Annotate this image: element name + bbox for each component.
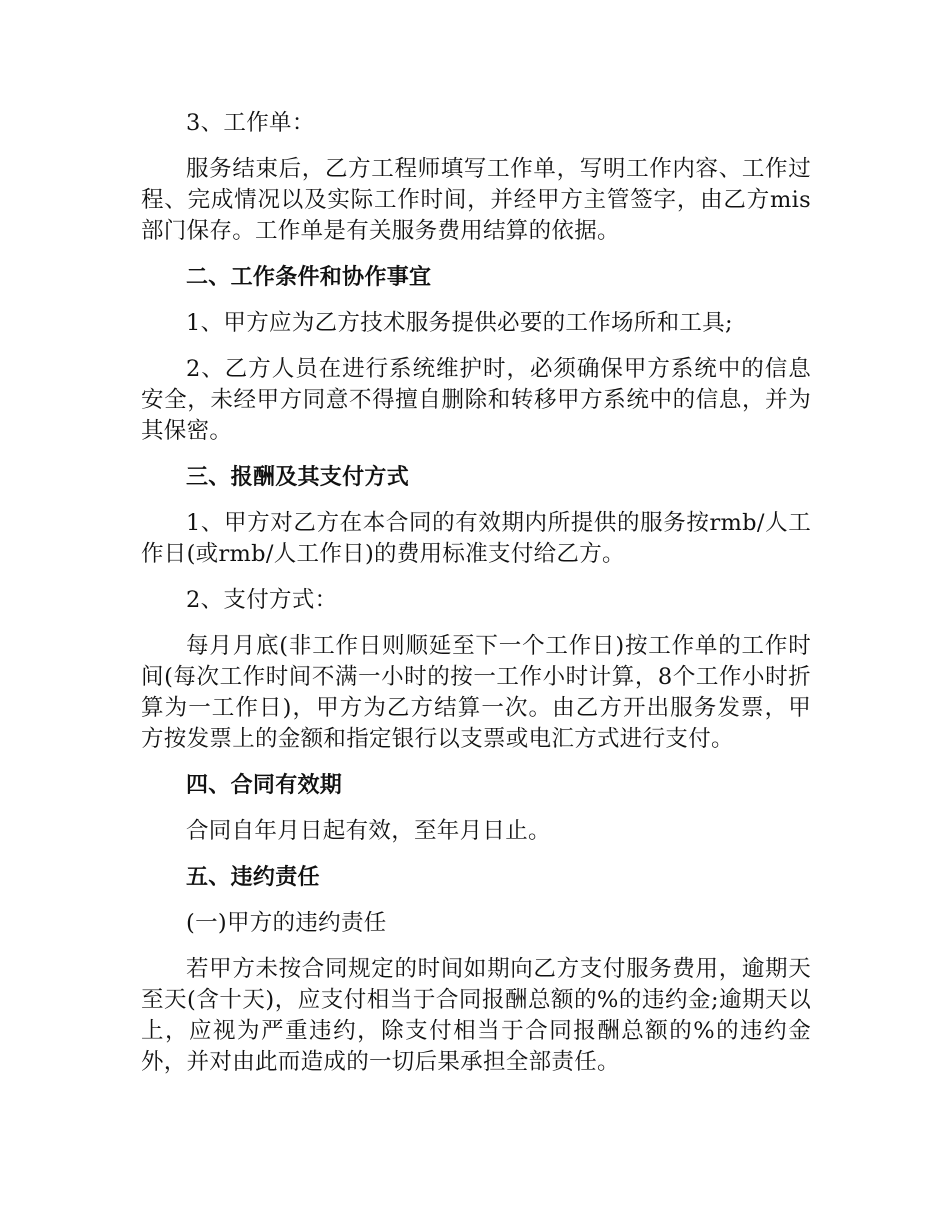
section-4-heading: 四、合同有效期 <box>186 773 343 798</box>
section-5-heading: 五、违约责任 <box>186 865 320 890</box>
validity-paragraph: 合同自年月日起有效，至年月日止。 <box>186 818 551 844</box>
section-2-item-2: 2、乙方人员在进行系统维护时，必须确保甲方系统中的信息安全，未经甲方同意不得擅自删除和转移甲方系统中的信息，并为其保密。 <box>141 356 811 444</box>
section-2-heading: 二、工作条件和协作事宜 <box>186 265 432 290</box>
party-a-liability-label: (一)甲方的违约责任 <box>186 910 387 936</box>
document-body <box>141 108 811 1093</box>
work-order-paragraph: 服务结束后，乙方工程师填写工作单，写明工作内容、工作过程、完成情况以及实际工作时间，并经甲方主管签字，由乙方mis部门保存。工作单是有关服务费用结算的依据。 <box>141 156 811 244</box>
section-3-item-1: 1、甲方对乙方在本合同的有效期内所提供的服务按rmb/人工作日(或rmb/人工作日)的费用标准支付给乙方。 <box>141 510 811 567</box>
section-3-heading: 三、报酬及其支付方式 <box>186 465 410 490</box>
item-3-work-order-label: 3、工作单： <box>186 110 315 136</box>
section-2-item-1: 1、甲方应为乙方技术服务提供必要的工作场所和工具; <box>186 310 733 336</box>
section-3-item-2: 2、支付方式： <box>186 587 338 613</box>
payment-method-paragraph: 每月月底(非工作日则顺延至下一个工作日)按工作单的工作时间(每次工作时间不满一小时的按一工作小时计算，8个工作小时折算为一工作日)，甲方为乙方结算一次。由乙方开出服务发票，甲方按发票上的金额和指定银行以支票或电汇方式进行支付。 <box>141 633 811 752</box>
party-a-liability-paragraph: 若甲方未按合同规定的时间如期向乙方支付服务费用，逾期天至天(含十天)，应支付相当于合同报酬总额的%的违约金;逾期天以上，应视为严重违约，除支付相当于合同报酬总额的%的违约金外，并对由此而造成的一切后果承担全部责任。 <box>141 956 811 1075</box>
